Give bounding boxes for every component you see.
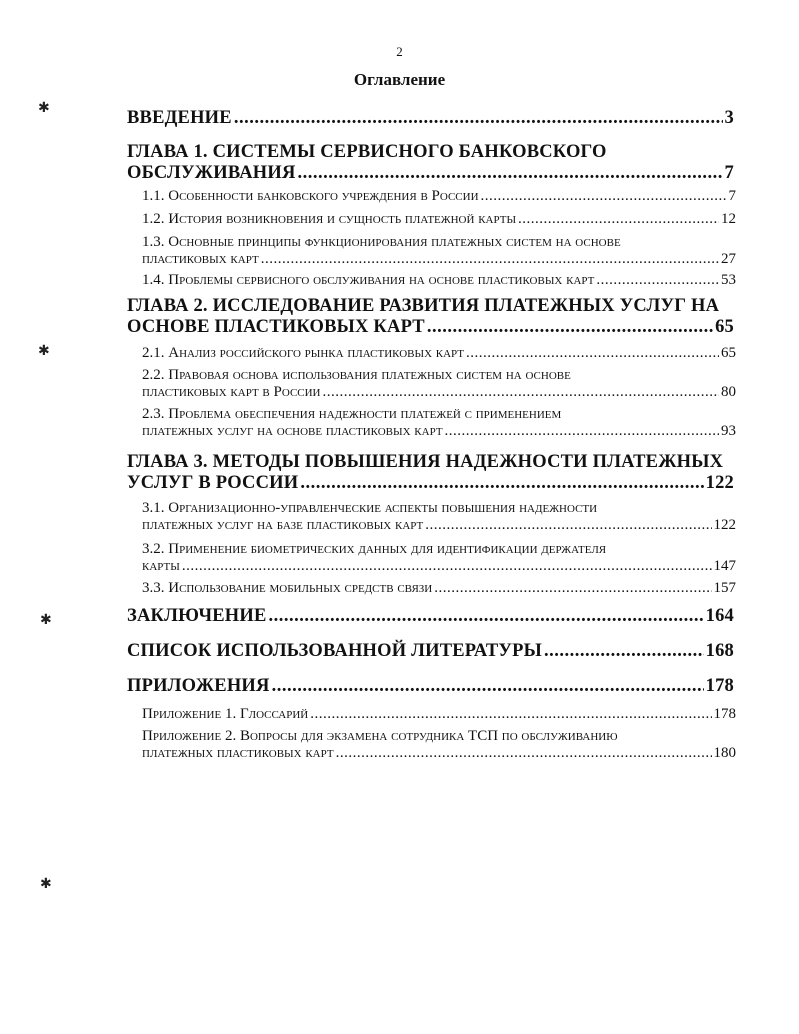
toc-entry-appendix-2[interactable] — [142, 728, 736, 762]
toc-entry-introduction[interactable] — [127, 108, 734, 129]
entry-label: карты — [142, 558, 180, 574]
entry-page: 180 — [713, 745, 736, 761]
leader-dots — [518, 211, 719, 228]
entry-label-line1: 3.2. Применение биометрических данных для идентификации держателя — [142, 541, 607, 557]
leader-dots — [323, 384, 719, 401]
toc-entry-2-2[interactable] — [142, 367, 736, 401]
entry-page: 65 — [721, 345, 736, 361]
toc-entry-1-4[interactable] — [142, 272, 736, 289]
entry-label-line1: ГЛАВА 2. ИССЛЕДОВАНИЕ РАЗВИТИЯ ПЛАТЕЖНЫХ УСЛУГ НА — [127, 296, 720, 316]
toc-entry-3-2[interactable] — [142, 541, 736, 575]
entry-label: пластиковых карт — [142, 251, 259, 267]
entry-label-line1: Приложение 2. Вопросы для экзамена сотрудника ТСП по обслуживанию — [142, 728, 618, 744]
scan-mark: ✱ — [40, 876, 52, 892]
toc-entry-1-3[interactable] — [142, 234, 736, 268]
leader-dots — [434, 580, 711, 597]
entry-label: ПРИЛОЖЕНИЯ — [127, 676, 270, 696]
toc-title: Оглавление — [353, 70, 446, 89]
scan-mark: ✱ — [38, 343, 50, 359]
toc-entry-chapter-1[interactable] — [127, 142, 734, 184]
entry-page: 168 — [705, 641, 734, 661]
entry-page: 122 — [705, 473, 734, 493]
toc-entry-conclusion[interactable] — [127, 606, 734, 627]
entry-page: 147 — [713, 558, 736, 574]
leader-dots — [272, 676, 704, 697]
entry-label: СПИСОК ИСПОЛЬЗОВАННОЙ ЛИТЕРАТУРЫ — [127, 641, 543, 661]
entry-label: ЗАКЛЮЧЕНИЕ — [127, 606, 267, 626]
entry-page: 12 — [721, 211, 736, 227]
entry-page: 7 — [724, 163, 734, 183]
toc-entry-appendix-1[interactable] — [142, 706, 736, 723]
entry-page: 7 — [728, 188, 736, 204]
leader-dots — [261, 251, 719, 268]
leader-dots — [269, 606, 704, 627]
entry-page: 164 — [705, 606, 734, 626]
entry-page: 3 — [724, 108, 734, 128]
leader-dots — [596, 272, 719, 289]
toc-entry-chapter-3[interactable] — [127, 452, 734, 494]
toc-entry-3-1[interactable] — [142, 500, 736, 534]
entry-page: 178 — [705, 676, 734, 696]
leader-dots — [336, 745, 712, 762]
entry-label: 3.3. Использование мобильных средств связи — [142, 580, 433, 596]
entry-label: Приложение 1. Глоссарий — [142, 706, 309, 722]
leader-dots — [425, 517, 711, 534]
entry-label: платежных услуг на основе пластиковых карт — [142, 423, 443, 439]
entry-label: 1.1. Особенности банковского учреждения в России — [142, 188, 479, 204]
entry-label-line1: 3.1. Организационно-управленческие аспекты повышения надежности — [142, 500, 598, 516]
entry-label-line1: ГЛАВА 1. СИСТЕМЫ СЕРВИСНОГО БАНКОВСКОГО — [127, 142, 607, 162]
leader-dots — [234, 108, 723, 129]
entry-label: 1.4. Проблемы сервисного обслуживания на основе пластиковых карт — [142, 272, 595, 288]
leader-dots — [300, 473, 703, 494]
entry-label: пластиковых карт в России — [142, 384, 321, 400]
entry-page: 80 — [721, 384, 736, 400]
entry-label: 1.2. История возникновения и сущность платежной карты — [142, 211, 517, 227]
entry-page: 27 — [721, 251, 736, 267]
entry-label-line1: ГЛАВА 3. МЕТОДЫ ПОВЫШЕНИЯ НАДЕЖНОСТИ ПЛАТЕЖНЫХ — [127, 452, 724, 472]
entry-page: 157 — [713, 580, 736, 596]
toc-entry-3-3[interactable] — [142, 580, 736, 597]
leader-dots — [481, 188, 727, 205]
entry-page: 65 — [715, 317, 734, 337]
toc-entry-1-2[interactable] — [142, 211, 736, 228]
page-number: 2 — [396, 44, 403, 59]
entry-label-line1: 2.3. Проблема обеспечения надежности платежей с применением — [142, 406, 562, 422]
leader-dots — [445, 423, 719, 440]
entry-label: ВВЕДЕНИЕ — [127, 108, 232, 128]
entry-page: 122 — [713, 517, 736, 533]
toc-entry-references[interactable] — [127, 641, 734, 662]
scan-mark: ✱ — [38, 100, 50, 116]
toc-entry-2-1[interactable] — [142, 345, 736, 362]
entry-label-line1: 2.2. Правовая основа использования платежных систем на основе — [142, 367, 571, 383]
entry-label: ОБСЛУЖИВАНИЯ — [127, 163, 296, 183]
entry-label: платежных услуг на базе пластиковых карт — [142, 517, 424, 533]
leader-dots — [466, 345, 719, 362]
entry-label: ОСНОВЕ ПЛАСТИКОВЫХ КАРТ — [127, 317, 425, 337]
entry-page: 178 — [713, 706, 736, 722]
toc-entry-chapter-2[interactable] — [127, 296, 734, 338]
leader-dots — [427, 317, 713, 338]
toc-entry-1-1[interactable] — [142, 188, 736, 205]
leader-dots — [298, 163, 723, 184]
scan-mark: ✱ — [40, 612, 52, 628]
entry-label: УСЛУГ В РОССИИ — [127, 473, 299, 493]
leader-dots — [182, 558, 712, 575]
toc-entry-appendices[interactable] — [127, 676, 734, 697]
leader-dots — [544, 641, 704, 662]
leader-dots — [310, 706, 711, 723]
entry-label-line1: 1.3. Основные принципы функционирования платежных систем на основе — [142, 234, 621, 250]
toc-entry-2-3[interactable] — [142, 406, 736, 440]
entry-page: 53 — [721, 272, 736, 288]
entry-label: 2.1. Анализ российского рынка пластиковых карт — [142, 345, 465, 361]
entry-page: 93 — [721, 423, 736, 439]
entry-label: платежных пластиковых карт — [142, 745, 334, 761]
